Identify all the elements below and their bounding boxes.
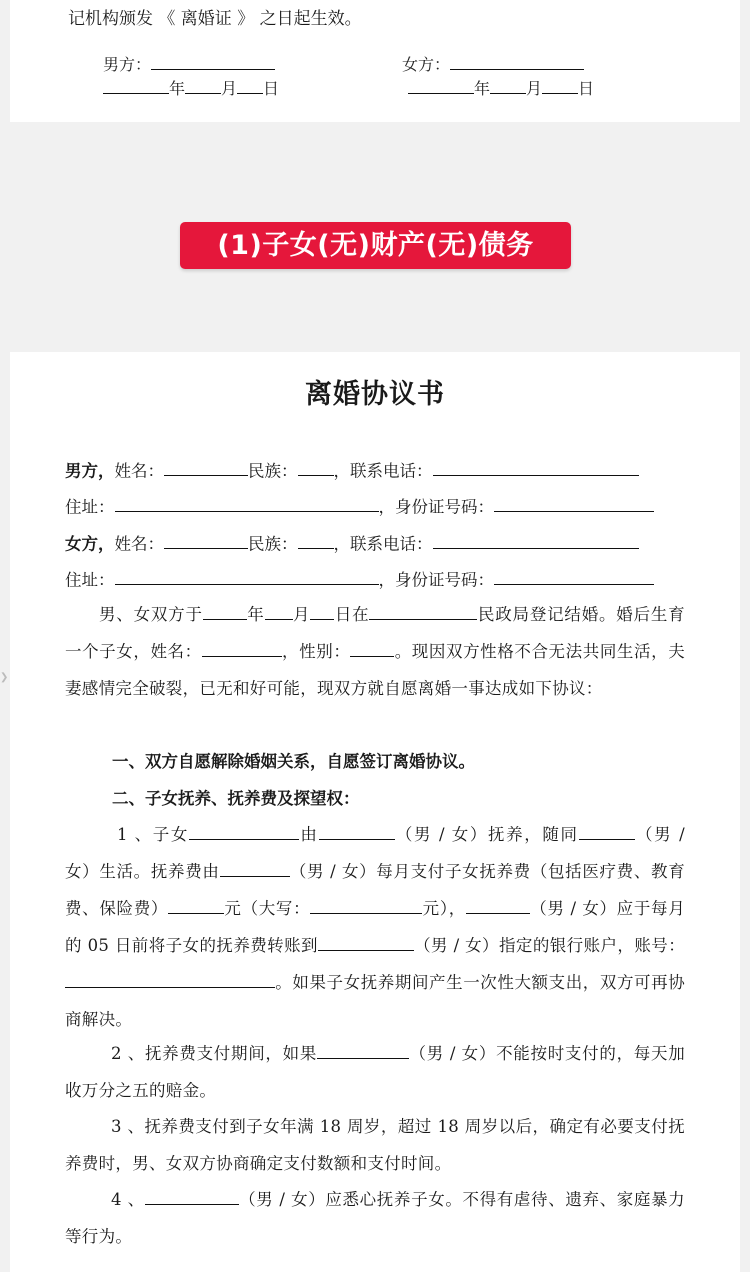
date-blank xyxy=(490,76,526,94)
blank xyxy=(319,822,395,840)
id-label: ，身份证号码： xyxy=(378,570,494,590)
intro-text: 民政局登记结婚。婚后生育一个子女，姓名： xyxy=(65,605,685,661)
year-blank xyxy=(203,602,247,620)
item-text: 1 、子女 xyxy=(117,825,190,844)
month-label: 月 xyxy=(292,605,311,624)
item-text: （男 / 女）应于每月的 05 日前将子女的抚养费转账到 xyxy=(65,899,685,955)
date-blank xyxy=(185,76,221,94)
divorce-agreement-card xyxy=(10,352,740,1272)
male-heading: 男方， xyxy=(65,461,115,481)
document-title: 离婚协议书 xyxy=(305,379,445,410)
item-text: 2 、抚养费支付期间，如果 xyxy=(111,1044,318,1063)
intro-paragraph xyxy=(65,596,685,707)
ethnic-blank xyxy=(298,458,334,476)
name-blank xyxy=(164,458,248,476)
female-heading: 女方， xyxy=(65,534,115,554)
male-label: 男方： xyxy=(103,55,152,74)
blank xyxy=(220,859,290,877)
name-blank xyxy=(164,531,248,549)
date-blank xyxy=(237,76,263,94)
date-blank xyxy=(408,76,474,94)
ethnic-label: 民族： xyxy=(248,461,298,481)
item-text: （男 / 女）不能按时支付的，每天加收万分之五的赔金。 xyxy=(65,1044,685,1100)
address-blank xyxy=(115,494,379,512)
bureau-blank xyxy=(369,602,477,620)
edge-mark: ❯ xyxy=(0,672,9,683)
account-blank xyxy=(65,970,275,988)
item-text: （男 / 女）指定的银行账户，账号： xyxy=(413,936,686,955)
gender-label: ，性别： xyxy=(281,642,351,661)
item-text: 元）， xyxy=(422,899,466,918)
phone-blank xyxy=(433,458,639,476)
address-label: 住址： xyxy=(65,570,115,590)
year-label: 年 xyxy=(474,79,491,98)
phone-label: ，联系电话： xyxy=(333,461,433,481)
item-text: 由 xyxy=(299,825,319,844)
name-label: 姓名： xyxy=(114,534,164,554)
gender-blank xyxy=(350,639,394,657)
phone-blank xyxy=(433,531,639,549)
item-3-paragraph: 3 、抚养费支付到子女年满 18 周岁，超过 18 周岁以后，确定有必要支付抚养费时，男、女双方协商确定支付数额和支付时间。 xyxy=(65,1117,685,1173)
item-text: 4 、 xyxy=(111,1190,145,1209)
blank xyxy=(466,896,530,914)
male-address-row xyxy=(65,494,654,519)
address-blank xyxy=(115,567,379,585)
item-1-paragraph xyxy=(65,816,685,1038)
id-label: ，身份证号码： xyxy=(378,497,494,517)
section-banner: (1)子女(无)财产(无)债务 xyxy=(180,222,571,269)
year-label: 年 xyxy=(169,79,186,98)
date-blank xyxy=(103,76,169,94)
date-blank xyxy=(542,76,578,94)
male-signature-blank xyxy=(151,52,275,70)
male-date-line xyxy=(103,76,279,99)
amount-words-blank xyxy=(310,896,422,914)
item-text: （男 / 女）每月支付子女抚养费（包括医疗费、教育费、保险费） xyxy=(65,862,685,918)
address-label: 住址： xyxy=(65,497,115,517)
clause-two-heading: 二、子女抚养、抚养费及探望权： xyxy=(112,789,360,808)
female-signature-blank xyxy=(450,52,584,70)
month-blank xyxy=(265,602,293,620)
amount-blank xyxy=(168,896,224,914)
day-label: 日在 xyxy=(334,605,370,624)
month-label: 月 xyxy=(221,79,238,98)
name-label: 姓名： xyxy=(114,461,164,481)
female-address-row xyxy=(65,567,654,592)
male-info-row xyxy=(65,458,639,483)
male-signature-line xyxy=(103,52,275,75)
female-date-line xyxy=(408,76,594,99)
item-text: （男 / 女）应悉心抚养子女。不得有虐待、遗弃、家庭暴力等行为。 xyxy=(65,1190,685,1246)
ethnic-blank xyxy=(298,531,334,549)
intro-text: 男、女双方于 xyxy=(99,605,203,624)
clause-one-heading: 一、双方自愿解除婚姻关系，自愿签订离婚协议。 xyxy=(112,752,475,771)
item-text: （男 / 女）抚养，随同 xyxy=(394,825,579,844)
id-blank xyxy=(494,567,654,585)
blank xyxy=(189,822,299,840)
item-text: 。如果子女抚养期间产生一次性大额支出，双方可再协商解决。 xyxy=(65,973,685,1029)
blank xyxy=(317,1041,409,1059)
child-name-blank xyxy=(202,639,282,657)
blank xyxy=(579,822,635,840)
item-text: （男 / 女）生活。抚养费由 xyxy=(65,825,685,881)
item-2-paragraph xyxy=(65,1035,685,1109)
item-text: 元（大写： xyxy=(224,899,311,918)
year-label: 年 xyxy=(246,605,265,624)
phone-label: ，联系电话： xyxy=(333,534,433,554)
day-label: 日 xyxy=(263,79,280,98)
blank xyxy=(145,1187,239,1205)
effective-clause-text: 记机构颁发 《 离婚证 》 之日起生效。 xyxy=(68,9,362,29)
id-blank xyxy=(494,494,654,512)
female-info-row xyxy=(65,531,639,556)
day-label: 日 xyxy=(578,79,595,98)
female-label: 女方： xyxy=(402,55,451,74)
blank xyxy=(318,933,414,951)
month-label: 月 xyxy=(526,79,543,98)
previous-document-card xyxy=(10,0,740,122)
ethnic-label: 民族： xyxy=(248,534,298,554)
item-4-paragraph xyxy=(65,1181,685,1255)
female-signature-line xyxy=(402,52,584,75)
intro-text: 。现因双方性格不合无法共同生活，夫妻感情完全破裂，已无和好可能，现双方就自愿离婚一事达成如下协议： xyxy=(65,642,685,698)
day-blank xyxy=(310,602,334,620)
